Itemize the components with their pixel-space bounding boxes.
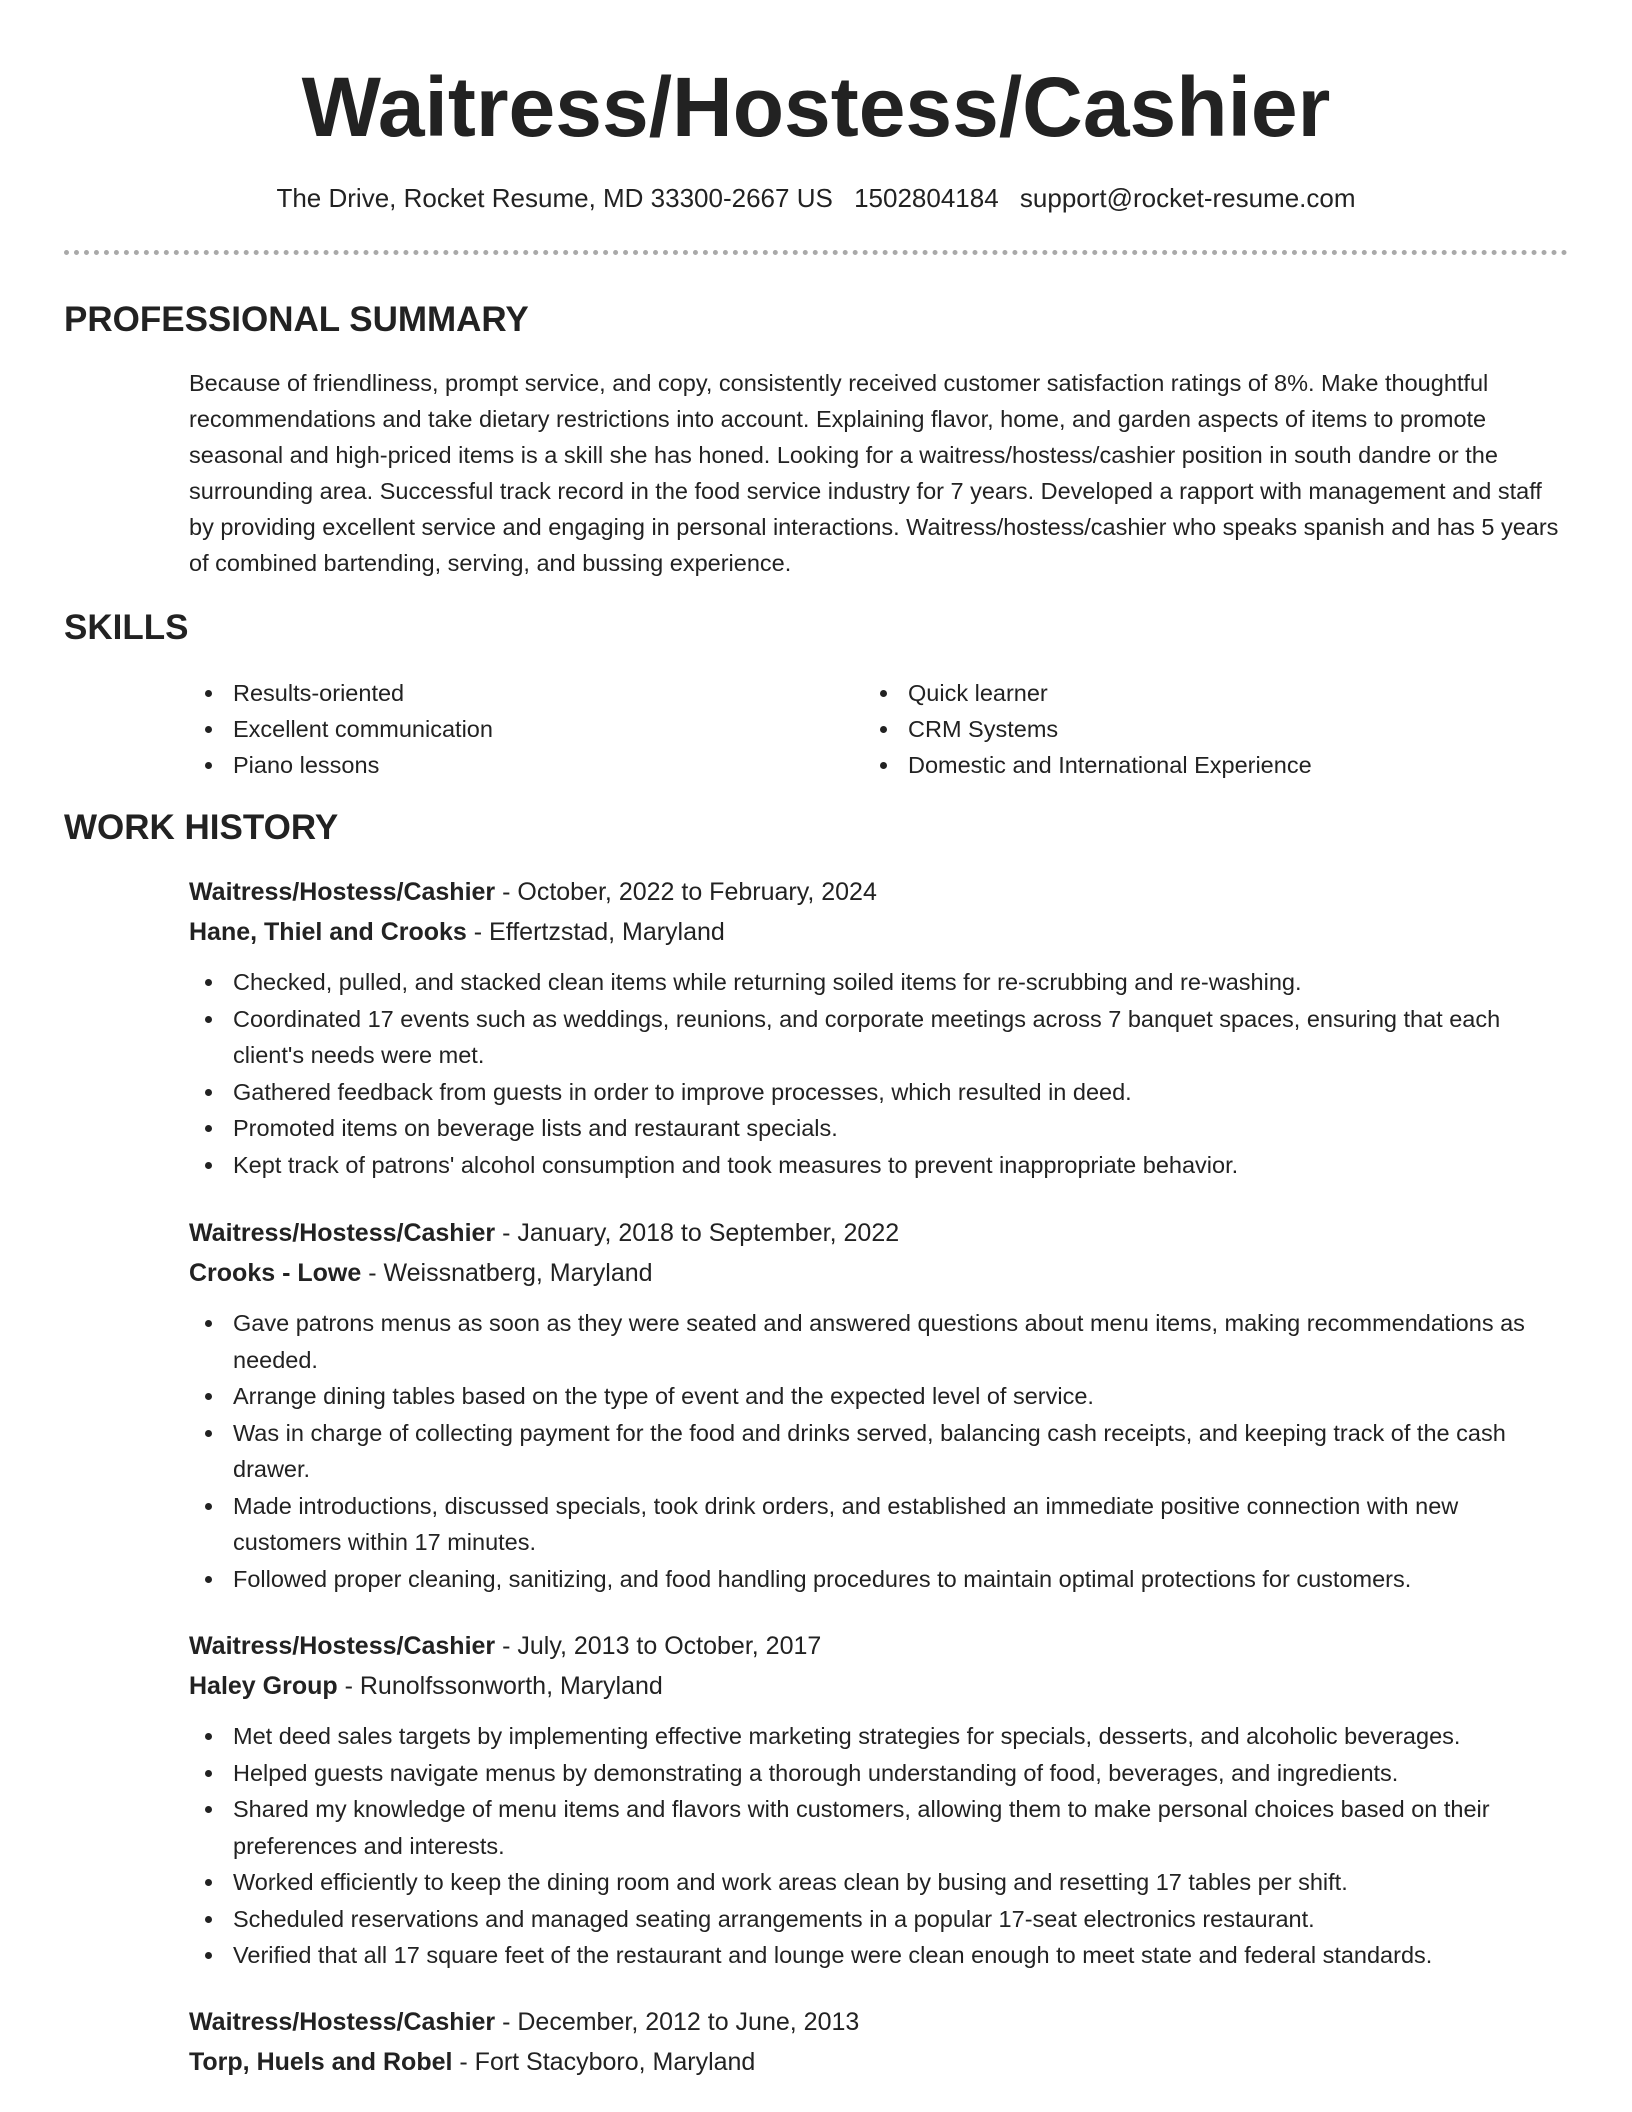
work-history-heading: WORK HISTORY — [64, 808, 339, 847]
skill-item: Piano lessons — [189, 747, 493, 783]
job-entry — [189, 1626, 1569, 1974]
job-company-line — [189, 912, 1569, 952]
job-bullets — [189, 964, 1569, 1183]
job-bullet: Made introductions, discussed specials, took drink orders, and established an immediate positive connection with new customers within 17 minutes. — [189, 1488, 1569, 1561]
job-title-line — [189, 872, 1569, 912]
job-bullet: Promoted items on beverage lists and restaurant specials. — [189, 1110, 1569, 1147]
job-bullet: Gave patrons menus as soon as they were seated and answered questions about menu items, making recommendations as needed. — [189, 1305, 1569, 1378]
job-bullet: Coordinated 17 events such as weddings, reunions, and corporate meetings across 7 banquet spaces, ensuring that each client's needs were met. — [189, 1001, 1569, 1074]
job-bullet: Followed proper cleaning, sanitizing, and food handling procedures to maintain optimal protections for customers. — [189, 1561, 1569, 1598]
header-divider — [64, 250, 1568, 255]
contact-line — [0, 180, 1632, 216]
skill-item: Excellent communication — [189, 711, 493, 747]
skill-item: Quick learner — [864, 675, 1312, 711]
job-bullets — [189, 1305, 1569, 1597]
job-company: Haley Group — [189, 1672, 338, 1700]
job-role: Waitress/Hostess/Cashier — [189, 1632, 496, 1660]
job-bullet: Met deed sales targets by implementing effective marketing strategies for specials, desserts, and alcoholic beverages. — [189, 1718, 1569, 1755]
contact-phone: 1502804184 — [854, 183, 999, 213]
job-bullet: Was in charge of collecting payment for the food and drinks served, balancing cash receipts, and keeping track of the cash drawer. — [189, 1415, 1569, 1488]
skill-item: Domestic and International Experience — [864, 747, 1312, 783]
job-location: - Weissnatberg, Maryland — [361, 1259, 653, 1287]
job-bullets — [189, 1718, 1569, 1974]
job-role: Waitress/Hostess/Cashier — [189, 2008, 496, 2036]
job-location: - Runolfssonworth, Maryland — [337, 1672, 663, 1700]
contact-email[interactable]: support@rocket-resume.com — [1019, 183, 1356, 213]
resume-name: Waitress/Hostess/Cashier — [301, 60, 1331, 154]
job-company: Torp, Huels and Robel — [189, 2048, 453, 2076]
contact-address: The Drive, Rocket Resume, MD 33300-2667 US — [276, 183, 833, 213]
job-entry — [189, 872, 1569, 1183]
job-entry — [189, 1213, 1569, 1597]
job-company: Crooks - Lowe — [189, 1259, 362, 1287]
job-dates: - January, 2018 to September, 2022 — [495, 1219, 900, 1247]
job-company-line — [189, 1253, 1569, 1293]
job-bullet: Checked, pulled, and stacked clean items while returning soiled items for re-scrubbing and re-washing. — [189, 964, 1569, 1001]
job-company: Hane, Thiel and Crooks — [189, 918, 467, 946]
job-bullet: Helped guests navigate menus by demonstrating a thorough understanding of food, beverages, and ingredients. — [189, 1755, 1569, 1792]
job-title-line — [189, 1213, 1569, 1253]
job-bullet: Shared my knowledge of menu items and flavors with customers, allowing them to make personal choices based on their preferences and interests. — [189, 1791, 1569, 1864]
job-title-line — [189, 2002, 1569, 2042]
skills-heading: SKILLS — [64, 608, 189, 647]
summary-heading: PROFESSIONAL SUMMARY — [64, 300, 529, 339]
job-company-line — [189, 2042, 1569, 2082]
job-title-line — [189, 1626, 1569, 1666]
job-location: - Effertzstad, Maryland — [466, 918, 725, 946]
job-bullet: Worked efficiently to keep the dining room and work areas clean by busing and resetting 17 tables per shift. — [189, 1864, 1569, 1901]
job-company-line — [189, 1666, 1569, 1706]
job-role: Waitress/Hostess/Cashier — [189, 1219, 496, 1247]
job-bullet: Kept track of patrons' alcohol consumption and took measures to prevent inappropriate behavior. — [189, 1147, 1569, 1184]
job-bullet: Verified that all 17 square feet of the restaurant and lounge were clean enough to meet state and federal standards. — [189, 1937, 1569, 1974]
job-bullet: Arrange dining tables based on the type of event and the expected level of service. — [189, 1378, 1569, 1415]
summary-text: Because of friendliness, prompt service, and copy, consistently received customer satisfaction ratings of 8%. Make thoughtful recommendations and take dietary restrictions into account. Explaining flavor, home, and garden aspects of items to promote seasonal and high-priced items is a skill she has honed. Looking for a waitress/hostess/cashier position in south dandre or the surrounding area. Successful track record in the food service industry for 7 years. Developed a rapport with management and staff by providing excellent service and engaging in personal interactions. Waitress/hostess/cashier who speaks spanish and has 5 years of combined bartending, serving, and bussing experience. — [189, 370, 1559, 576]
job-role: Waitress/Hostess/Cashier — [189, 878, 496, 906]
job-dates: - July, 2013 to October, 2017 — [495, 1632, 822, 1660]
skill-item: CRM Systems — [864, 711, 1312, 747]
job-entry — [189, 2002, 1569, 2082]
job-dates: - October, 2022 to February, 2024 — [495, 878, 877, 906]
skill-item: Results-oriented — [189, 675, 493, 711]
skills-list-left — [189, 675, 493, 783]
skills-list-right — [864, 675, 1312, 783]
job-bullet: Gathered feedback from guests in order to improve processes, which resulted in deed. — [189, 1074, 1569, 1111]
job-location: - Fort Stacyboro, Maryland — [452, 2048, 756, 2076]
job-bullet: Scheduled reservations and managed seating arrangements in a popular 17-seat electronics restaurant. — [189, 1901, 1569, 1938]
job-dates: - December, 2012 to June, 2013 — [495, 2008, 860, 2036]
